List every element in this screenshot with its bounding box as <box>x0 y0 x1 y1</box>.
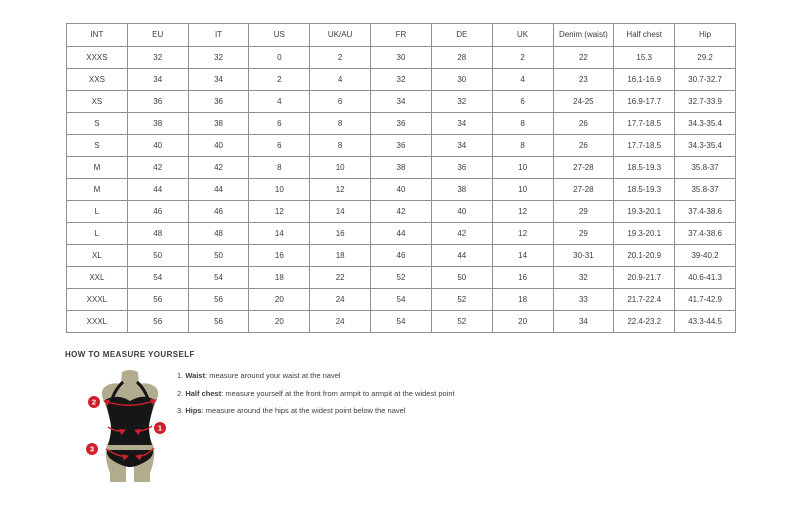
instructions-list <box>177 371 455 424</box>
instruction-label: Half chest <box>185 388 222 398</box>
table-cell: 50 <box>431 267 492 289</box>
table-cell: 48 <box>188 223 249 245</box>
table-cell: 34 <box>188 69 249 91</box>
column-header: UK/AU <box>310 24 371 47</box>
table-cell: 56 <box>127 311 188 333</box>
column-header: DE <box>431 24 492 47</box>
table-cell: 56 <box>188 311 249 333</box>
table-cell: L <box>67 201 128 223</box>
table-cell: 48 <box>127 223 188 245</box>
table-cell: 54 <box>371 289 432 311</box>
table-cell: 8 <box>492 113 553 135</box>
instruction-number: 2. <box>177 388 186 398</box>
badge-waist-number: 1 <box>157 423 163 433</box>
table-cell: 34.3-35.4 <box>675 113 736 135</box>
table-cell: 19.3-20.1 <box>614 201 675 223</box>
table-cell: 41.7-42.9 <box>675 289 736 311</box>
table-cell: 36 <box>371 135 432 157</box>
table-row <box>67 201 736 223</box>
table-cell: S <box>67 113 128 135</box>
table-cell: 33 <box>553 289 614 311</box>
instruction-item <box>177 371 455 380</box>
table-row <box>67 267 736 289</box>
table-cell: 30 <box>431 69 492 91</box>
table-row <box>67 311 736 333</box>
table-cell: 50 <box>188 245 249 267</box>
table-cell: 44 <box>371 223 432 245</box>
table-cell: 24-25 <box>553 91 614 113</box>
table-cell: 56 <box>127 289 188 311</box>
instruction-text: : measure around the hips at the widest point below the navel <box>201 406 406 415</box>
table-cell: 29.2 <box>675 47 736 69</box>
table-cell: 52 <box>431 289 492 311</box>
table-cell: 6 <box>249 135 310 157</box>
table-cell: 27-28 <box>553 179 614 201</box>
table-cell: 46 <box>188 201 249 223</box>
table-cell: 35.8-37 <box>675 179 736 201</box>
table-cell: 38 <box>371 157 432 179</box>
table-cell: 37.4-38.6 <box>675 223 736 245</box>
table-cell: 42 <box>188 157 249 179</box>
badge-hips <box>86 443 98 455</box>
table-cell: 24 <box>310 311 371 333</box>
table-cell: 10 <box>249 179 310 201</box>
mannequin-neck <box>121 370 139 386</box>
table-cell: 22 <box>553 47 614 69</box>
table-cell: 42 <box>127 157 188 179</box>
table-cell: 38 <box>188 113 249 135</box>
table-cell: 6 <box>310 91 371 113</box>
badge-hips-number: 3 <box>89 444 95 454</box>
table-row <box>67 69 736 91</box>
table-cell: 8 <box>492 135 553 157</box>
table-cell: 19.3-20.1 <box>614 223 675 245</box>
table-cell: 34 <box>431 113 492 135</box>
table-cell: 2 <box>249 69 310 91</box>
table-cell: 34 <box>371 91 432 113</box>
column-header: Hip <box>675 24 736 47</box>
table-cell: 14 <box>492 245 553 267</box>
table-cell: S <box>67 135 128 157</box>
table-cell: M <box>67 179 128 201</box>
table-cell: L <box>67 223 128 245</box>
table-cell: 38 <box>127 113 188 135</box>
table-cell: 32 <box>127 47 188 69</box>
table-cell: XXS <box>67 69 128 91</box>
table-cell: 26 <box>553 135 614 157</box>
table-cell: 20.9-21.7 <box>614 267 675 289</box>
table-cell: 15.3 <box>614 47 675 69</box>
table-cell: 46 <box>127 201 188 223</box>
column-header: Half chest <box>614 24 675 47</box>
table-row <box>67 113 736 135</box>
table-cell: 16.1-16.9 <box>614 69 675 91</box>
instruction-text: : measure around your waist at the navel <box>205 371 341 380</box>
table-cell: 20.1-20.9 <box>614 245 675 267</box>
table-row <box>67 289 736 311</box>
table-cell: 12 <box>492 223 553 245</box>
table-cell: 32 <box>431 91 492 113</box>
instruction-number: 1. <box>177 371 186 380</box>
table-cell: 44 <box>127 179 188 201</box>
table-cell: 2 <box>310 47 371 69</box>
table-cell: 10 <box>492 157 553 179</box>
table-cell: 43.3-44.5 <box>675 311 736 333</box>
table-cell: 29 <box>553 223 614 245</box>
table-cell: 16 <box>249 245 310 267</box>
column-header: FR <box>371 24 432 47</box>
table-cell: 16.9-17.7 <box>614 91 675 113</box>
table-cell: 30 <box>371 47 432 69</box>
table-cell: 10 <box>310 157 371 179</box>
table-cell: 35.8-37 <box>675 157 736 179</box>
table-row <box>67 223 736 245</box>
table-cell: 50 <box>127 245 188 267</box>
mannequin-diagram <box>82 369 178 493</box>
instruction-label: Hips <box>185 406 202 415</box>
table-header-row <box>67 24 736 47</box>
table-cell: 32.7-33.9 <box>675 91 736 113</box>
table-cell: 26 <box>553 113 614 135</box>
column-header: EU <box>127 24 188 47</box>
table-cell: 40 <box>431 201 492 223</box>
table-cell: 34.3-35.4 <box>675 135 736 157</box>
table-cell: 0 <box>249 47 310 69</box>
table-cell: 54 <box>188 267 249 289</box>
table-cell: 12 <box>310 179 371 201</box>
table-cell: XS <box>67 91 128 113</box>
table-cell: 23 <box>553 69 614 91</box>
table-cell: 8 <box>249 157 310 179</box>
table-cell: 18.5-19.3 <box>614 157 675 179</box>
table-cell: 4 <box>310 69 371 91</box>
table-cell: 6 <box>492 91 553 113</box>
table-row <box>67 91 736 113</box>
instruction-item <box>177 406 455 415</box>
table-cell: 4 <box>492 69 553 91</box>
table-cell: 20 <box>249 311 310 333</box>
table-cell: 30-31 <box>553 245 614 267</box>
table-cell: 17.7-18.5 <box>614 113 675 135</box>
table-cell: 40 <box>371 179 432 201</box>
table-cell: 52 <box>431 311 492 333</box>
table-cell: 46 <box>371 245 432 267</box>
column-header: US <box>249 24 310 47</box>
instruction-number: 3. <box>177 406 186 415</box>
table-cell: 44 <box>431 245 492 267</box>
table-cell: 36 <box>127 91 188 113</box>
table-cell: XL <box>67 245 128 267</box>
table-cell: 16 <box>310 223 371 245</box>
table-cell: 12 <box>492 201 553 223</box>
table-cell: 14 <box>249 223 310 245</box>
table-cell: 54 <box>127 267 188 289</box>
table-cell: XXXL <box>67 289 128 311</box>
table-cell: 14 <box>310 201 371 223</box>
table-row <box>67 47 736 69</box>
table-cell: 18.5-19.3 <box>614 179 675 201</box>
table-cell: 44 <box>188 179 249 201</box>
table-cell: XXXS <box>67 47 128 69</box>
table-cell: 36 <box>188 91 249 113</box>
table-cell: 20 <box>492 311 553 333</box>
table-cell: 4 <box>249 91 310 113</box>
table-cell: 22 <box>310 267 371 289</box>
table-row <box>67 245 736 267</box>
table-cell: 52 <box>371 267 432 289</box>
table-cell: 40 <box>127 135 188 157</box>
table-cell: 18 <box>310 245 371 267</box>
table-cell: 8 <box>310 113 371 135</box>
column-header: Denim (waist) <box>553 24 614 47</box>
table-row <box>67 135 736 157</box>
table-row <box>67 179 736 201</box>
table-cell: 37.4-38.6 <box>675 201 736 223</box>
table-cell: 16 <box>492 267 553 289</box>
size-chart-table <box>66 23 736 333</box>
table-cell: 17.7-18.5 <box>614 135 675 157</box>
table-cell: 32 <box>553 267 614 289</box>
section-heading: HOW TO MEASURE YOURSELF <box>65 350 195 359</box>
column-header: IT <box>188 24 249 47</box>
table-cell: 21.7-22.4 <box>614 289 675 311</box>
table-cell: 34 <box>431 135 492 157</box>
table-cell: 8 <box>310 135 371 157</box>
table-cell: 38 <box>431 179 492 201</box>
table-cell: 29 <box>553 201 614 223</box>
measurement-figure <box>82 369 178 493</box>
table-cell: 36 <box>431 157 492 179</box>
table-cell: 10 <box>492 179 553 201</box>
badge-waist <box>154 422 166 434</box>
table-cell: 6 <box>249 113 310 135</box>
table-cell: 40.6-41.3 <box>675 267 736 289</box>
table-cell: 18 <box>492 289 553 311</box>
table-cell: 27-28 <box>553 157 614 179</box>
table-cell: 18 <box>249 267 310 289</box>
badge-half-chest-number: 2 <box>91 397 97 407</box>
table-cell: M <box>67 157 128 179</box>
table-cell: 34 <box>553 311 614 333</box>
badge-half-chest <box>88 396 100 408</box>
table-cell: 28 <box>431 47 492 69</box>
table-cell: 30.7-32.7 <box>675 69 736 91</box>
table-cell: 32 <box>371 69 432 91</box>
table-cell: 36 <box>371 113 432 135</box>
column-header: UK <box>492 24 553 47</box>
table-row <box>67 157 736 179</box>
table-cell: 54 <box>371 311 432 333</box>
instruction-label: Waist <box>185 371 206 380</box>
table-cell: XXL <box>67 267 128 289</box>
table-cell: 22.4-23.2 <box>614 311 675 333</box>
table-cell: 42 <box>371 201 432 223</box>
table-cell: 42 <box>431 223 492 245</box>
instruction-text: : measure yourself at the front from armpit to armpit at the widest point <box>221 388 455 398</box>
instruction-item <box>177 389 455 398</box>
table-cell: 32 <box>188 47 249 69</box>
table-cell: 24 <box>310 289 371 311</box>
table-cell: 12 <box>249 201 310 223</box>
table-cell: 2 <box>492 47 553 69</box>
table-cell: 40 <box>188 135 249 157</box>
table-cell: 34 <box>127 69 188 91</box>
table-cell: 39-40.2 <box>675 245 736 267</box>
table-cell: 56 <box>188 289 249 311</box>
table-cell: XXXL <box>67 311 128 333</box>
table-cell: 20 <box>249 289 310 311</box>
column-header: INT <box>67 24 128 47</box>
